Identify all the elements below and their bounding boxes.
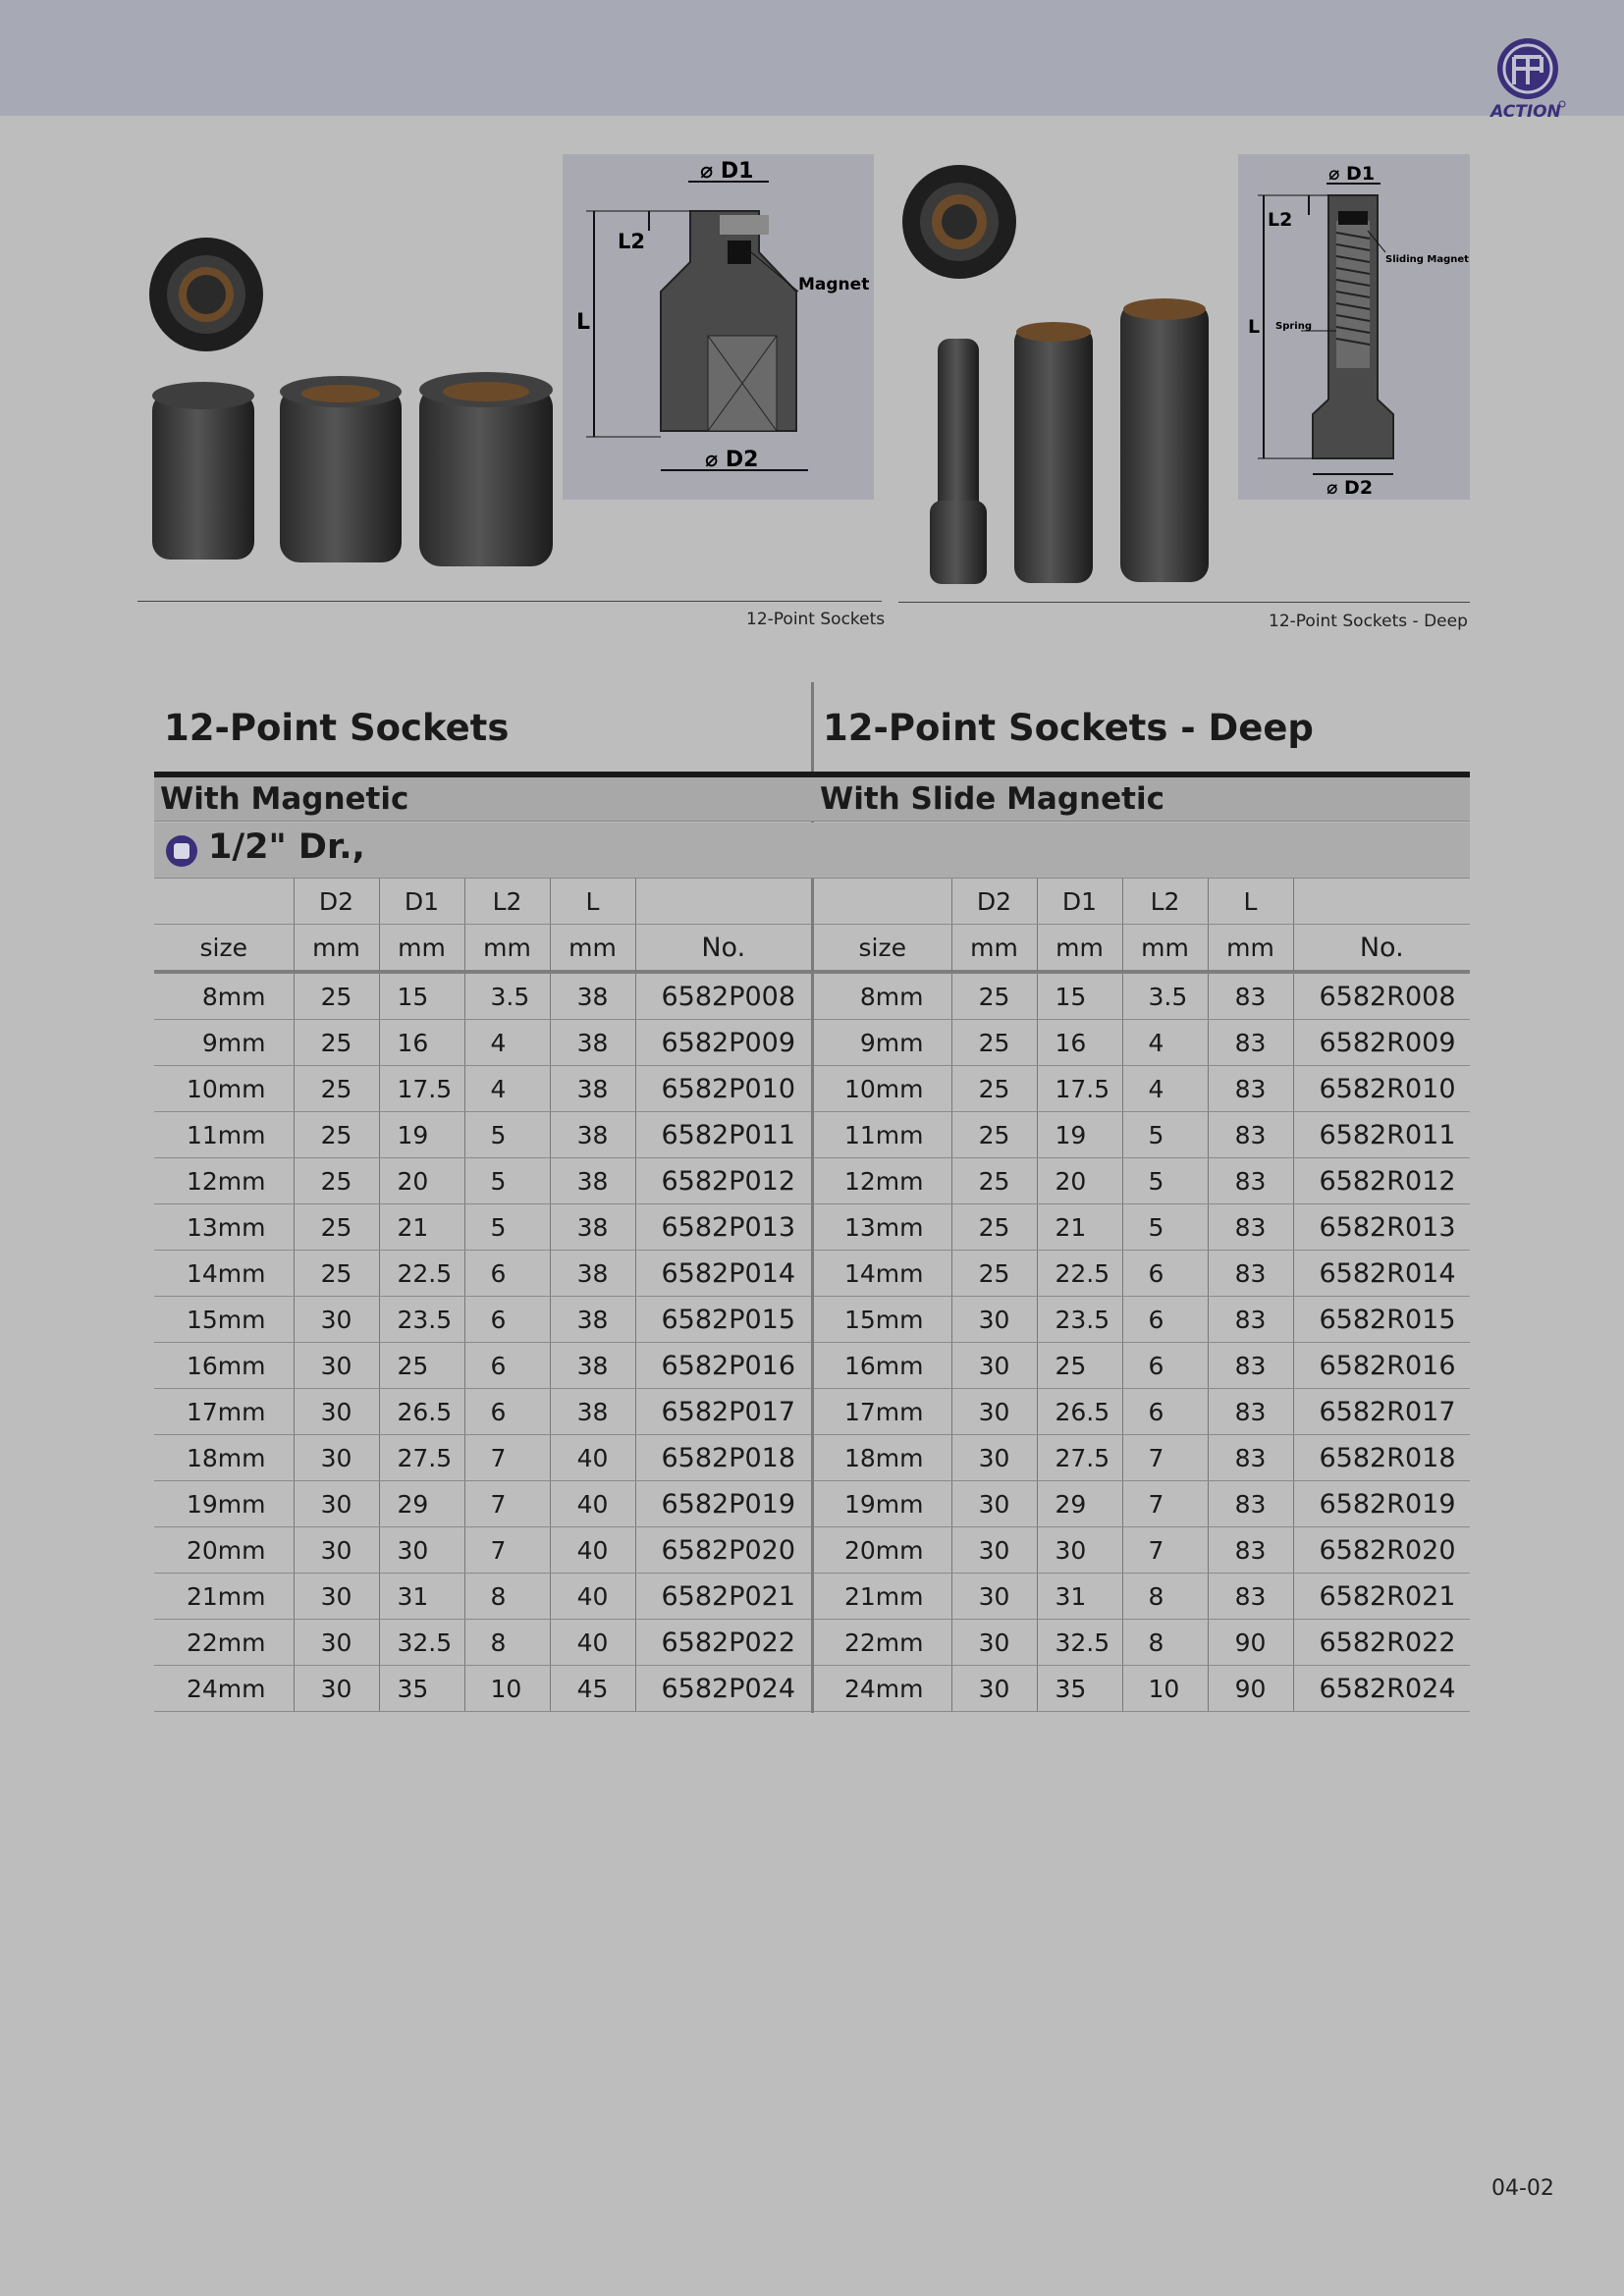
part-number-cell: 6582P012 <box>635 1158 811 1204</box>
size-cell: 17mm <box>154 1389 294 1435</box>
l-cell: 83 <box>1208 972 1293 1020</box>
l-cell: 83 <box>1208 1251 1293 1297</box>
right-product-photo <box>898 157 1213 589</box>
part-number-cell: 6582P022 <box>635 1620 811 1666</box>
size-cell: 9mm <box>814 1020 951 1066</box>
d2-cell: 25 <box>294 972 379 1020</box>
l-cell: 38 <box>550 1020 635 1066</box>
d1-cell: 23.5 <box>379 1297 464 1343</box>
header-cell: No. <box>1293 925 1470 973</box>
l-cell: 90 <box>1208 1666 1293 1712</box>
header-cell: L2 <box>1122 879 1208 925</box>
size-cell: 11mm <box>154 1112 294 1158</box>
header-band <box>0 0 1624 116</box>
l-cell: 83 <box>1208 1574 1293 1620</box>
l-cell: 38 <box>550 1066 635 1112</box>
square-drive-icon <box>165 834 198 868</box>
l-cell: 38 <box>550 1204 635 1251</box>
header-cell: mm <box>1037 925 1122 973</box>
l2-cell: 7 <box>464 1435 550 1481</box>
header-cell: mm <box>379 925 464 973</box>
size-cell: 8mm <box>814 972 951 1020</box>
size-cell: 8mm <box>154 972 294 1020</box>
l-cell: 83 <box>1208 1020 1293 1066</box>
table-unit-row <box>814 925 1470 973</box>
size-cell: 16mm <box>154 1343 294 1389</box>
l2-cell: 4 <box>1122 1066 1208 1112</box>
l-cell: 83 <box>1208 1481 1293 1527</box>
l2-cell: 5 <box>464 1204 550 1251</box>
l2-cell: 6 <box>1122 1297 1208 1343</box>
header-cell: D1 <box>379 879 464 925</box>
d1-cell: 35 <box>1037 1666 1122 1712</box>
right-spec-table <box>814 879 1470 1712</box>
table-row <box>154 1251 811 1297</box>
drive-size-label: 1/2" Dr., <box>208 828 365 867</box>
d2-cell: 30 <box>951 1527 1037 1574</box>
d1-cell: 23.5 <box>1037 1297 1122 1343</box>
right-section-title: 12-Point Sockets - Deep <box>823 707 1314 749</box>
l-cell: 83 <box>1208 1158 1293 1204</box>
table-row <box>814 1066 1470 1112</box>
d2-cell: 30 <box>951 1574 1037 1620</box>
d2-cell: 25 <box>951 1020 1037 1066</box>
table-row <box>814 1112 1470 1158</box>
d2-cell: 25 <box>951 972 1037 1020</box>
d2-cell: 30 <box>951 1666 1037 1712</box>
size-cell: 12mm <box>154 1158 294 1204</box>
part-number-cell: 6582P024 <box>635 1666 811 1712</box>
part-number-cell: 6582P009 <box>635 1020 811 1066</box>
l-cell: 83 <box>1208 1527 1293 1574</box>
l2-cell: 8 <box>464 1574 550 1620</box>
size-cell: 24mm <box>154 1666 294 1712</box>
right-caption-rule <box>898 602 1470 603</box>
svg-text:L2: L2 <box>618 230 645 253</box>
l2-cell: 7 <box>464 1481 550 1527</box>
l-cell: 45 <box>550 1666 635 1712</box>
table-row <box>154 1297 811 1343</box>
d1-cell: 16 <box>379 1020 464 1066</box>
d2-cell: 25 <box>294 1066 379 1112</box>
right-dimension-diagram <box>1238 154 1470 500</box>
part-number-cell: 6582P016 <box>635 1343 811 1389</box>
table-row <box>814 972 1470 1020</box>
left-spec-table <box>154 879 811 1712</box>
l-cell: 38 <box>550 972 635 1020</box>
size-cell: 19mm <box>814 1481 951 1527</box>
size-cell: 12mm <box>814 1158 951 1204</box>
table-header-row <box>814 879 1470 925</box>
svg-text:⌀ D2: ⌀ D2 <box>705 448 759 472</box>
l-cell: 40 <box>550 1481 635 1527</box>
size-cell: 16mm <box>814 1343 951 1389</box>
table-unit-row <box>154 925 811 973</box>
left-caption-rule <box>137 601 882 602</box>
left-product-photo <box>142 231 555 584</box>
table-row <box>814 1204 1470 1251</box>
size-cell: 21mm <box>814 1574 951 1620</box>
d1-cell: 32.5 <box>1037 1620 1122 1666</box>
size-cell: 14mm <box>814 1251 951 1297</box>
size-cell: 15mm <box>814 1297 951 1343</box>
l2-cell: 5 <box>1122 1112 1208 1158</box>
part-number-cell: 6582P018 <box>635 1435 811 1481</box>
d1-cell: 29 <box>1037 1481 1122 1527</box>
size-cell: 15mm <box>154 1297 294 1343</box>
d2-cell: 30 <box>294 1343 379 1389</box>
l-cell: 90 <box>1208 1620 1293 1666</box>
right-subheading: With Slide Magnetic <box>820 781 1164 817</box>
svg-text:⌀ D2: ⌀ D2 <box>1326 477 1374 499</box>
table-row <box>814 1620 1470 1666</box>
svg-text:L2: L2 <box>1268 209 1293 231</box>
header-cell: D2 <box>951 879 1037 925</box>
table-row <box>154 1389 811 1435</box>
part-number-cell: 6582P013 <box>635 1204 811 1251</box>
d1-cell: 20 <box>379 1158 464 1204</box>
header-cell: size <box>154 925 294 973</box>
part-number-cell: 6582P020 <box>635 1527 811 1574</box>
d2-cell: 25 <box>294 1158 379 1204</box>
d2-cell: 30 <box>294 1527 379 1574</box>
part-number-cell: 6582R008 <box>1293 972 1470 1020</box>
header-cell: L <box>550 879 635 925</box>
l-cell: 83 <box>1208 1297 1293 1343</box>
d1-cell: 26.5 <box>379 1389 464 1435</box>
d1-cell: 17.5 <box>379 1066 464 1112</box>
l2-cell: 4 <box>1122 1020 1208 1066</box>
l2-cell: 4 <box>464 1020 550 1066</box>
left-section-title: 12-Point Sockets <box>164 707 510 749</box>
l2-cell: 8 <box>464 1620 550 1666</box>
d1-cell: 15 <box>379 972 464 1020</box>
header-cell: mm <box>294 925 379 973</box>
svg-text:L: L <box>576 310 591 335</box>
l-cell: 38 <box>550 1251 635 1297</box>
part-number-cell: 6582R019 <box>1293 1481 1470 1527</box>
d1-cell: 25 <box>1037 1343 1122 1389</box>
svg-text:Spring: Spring <box>1275 321 1312 332</box>
d1-cell: 21 <box>379 1204 464 1251</box>
table-row <box>154 1666 811 1712</box>
size-cell: 19mm <box>154 1481 294 1527</box>
d1-cell: 21 <box>1037 1204 1122 1251</box>
d2-cell: 25 <box>951 1251 1037 1297</box>
d1-cell: 15 <box>1037 972 1122 1020</box>
header-cell: L2 <box>464 879 550 925</box>
size-cell: 13mm <box>814 1204 951 1251</box>
part-number-cell: 6582R018 <box>1293 1435 1470 1481</box>
part-number-cell: 6582R012 <box>1293 1158 1470 1204</box>
l2-cell: 6 <box>464 1343 550 1389</box>
d1-cell: 19 <box>1037 1112 1122 1158</box>
header-cell: L <box>1208 879 1293 925</box>
l-cell: 83 <box>1208 1066 1293 1112</box>
d2-cell: 25 <box>294 1112 379 1158</box>
table-row <box>814 1574 1470 1620</box>
table-row <box>154 972 811 1020</box>
l2-cell: 3.5 <box>464 972 550 1020</box>
size-cell: 17mm <box>814 1389 951 1435</box>
size-cell: 21mm <box>154 1574 294 1620</box>
left-dimension-diagram <box>563 154 874 500</box>
size-cell: 20mm <box>154 1527 294 1574</box>
header-cell: mm <box>464 925 550 973</box>
l2-cell: 7 <box>1122 1435 1208 1481</box>
l-cell: 83 <box>1208 1112 1293 1158</box>
d1-cell: 25 <box>379 1343 464 1389</box>
d1-cell: 31 <box>379 1574 464 1620</box>
header-cell: No. <box>635 925 811 973</box>
d2-cell: 25 <box>951 1112 1037 1158</box>
d2-cell: 30 <box>294 1435 379 1481</box>
d1-cell: 30 <box>1037 1527 1122 1574</box>
d1-cell: 29 <box>379 1481 464 1527</box>
d1-cell: 26.5 <box>1037 1389 1122 1435</box>
l2-cell: 5 <box>464 1112 550 1158</box>
svg-text:⌀ D1: ⌀ D1 <box>1328 163 1376 185</box>
l-cell: 40 <box>550 1620 635 1666</box>
size-cell: 9mm <box>154 1020 294 1066</box>
l-cell: 83 <box>1208 1204 1293 1251</box>
size-cell: 20mm <box>814 1527 951 1574</box>
size-cell: 24mm <box>814 1666 951 1712</box>
size-cell: 22mm <box>154 1620 294 1666</box>
part-number-cell: 6582R011 <box>1293 1112 1470 1158</box>
left-subheading: With Magnetic <box>160 781 409 817</box>
d1-cell: 32.5 <box>379 1620 464 1666</box>
table-row <box>154 1343 811 1389</box>
d1-cell: 16 <box>1037 1020 1122 1066</box>
l2-cell: 6 <box>1122 1389 1208 1435</box>
size-cell: 11mm <box>814 1112 951 1158</box>
d1-cell: 27.5 <box>379 1435 464 1481</box>
part-number-cell: 6582P019 <box>635 1481 811 1527</box>
part-number-cell: 6582P014 <box>635 1251 811 1297</box>
l2-cell: 5 <box>464 1158 550 1204</box>
table-row <box>814 1343 1470 1389</box>
d2-cell: 25 <box>294 1020 379 1066</box>
table-row <box>814 1666 1470 1712</box>
table-header-row <box>154 879 811 925</box>
part-number-cell: 6582P010 <box>635 1066 811 1112</box>
d1-cell: 27.5 <box>1037 1435 1122 1481</box>
header-cell <box>154 879 294 925</box>
part-number-cell: 6582R009 <box>1293 1020 1470 1066</box>
l-cell: 83 <box>1208 1389 1293 1435</box>
l2-cell: 6 <box>1122 1343 1208 1389</box>
part-number-cell: 6582R022 <box>1293 1620 1470 1666</box>
part-number-cell: 6582R010 <box>1293 1066 1470 1112</box>
svg-text:ACTION: ACTION <box>1490 102 1561 122</box>
d2-cell: 30 <box>951 1343 1037 1389</box>
l2-cell: 7 <box>1122 1481 1208 1527</box>
d2-cell: 30 <box>951 1389 1037 1435</box>
d2-cell: 30 <box>294 1481 379 1527</box>
l2-cell: 5 <box>1122 1158 1208 1204</box>
table-row <box>814 1020 1470 1066</box>
d2-cell: 30 <box>951 1620 1037 1666</box>
svg-text:L: L <box>1248 316 1261 338</box>
l-cell: 40 <box>550 1435 635 1481</box>
l2-cell: 6 <box>464 1251 550 1297</box>
d2-cell: 25 <box>294 1204 379 1251</box>
table-row <box>154 1574 811 1620</box>
l-cell: 40 <box>550 1574 635 1620</box>
part-number-cell: 6582P021 <box>635 1574 811 1620</box>
table-row <box>814 1435 1470 1481</box>
size-cell: 18mm <box>814 1435 951 1481</box>
d2-cell: 30 <box>294 1389 379 1435</box>
d1-cell: 20 <box>1037 1158 1122 1204</box>
part-number-cell: 6582R016 <box>1293 1343 1470 1389</box>
size-cell: 10mm <box>154 1066 294 1112</box>
table-row <box>814 1389 1470 1435</box>
part-number-cell: 6582P008 <box>635 972 811 1020</box>
d1-cell: 22.5 <box>379 1251 464 1297</box>
d2-cell: 30 <box>951 1297 1037 1343</box>
size-cell: 14mm <box>154 1251 294 1297</box>
d1-cell: 22.5 <box>1037 1251 1122 1297</box>
table-row <box>154 1481 811 1527</box>
header-cell: mm <box>1208 925 1293 973</box>
l-cell: 38 <box>550 1158 635 1204</box>
page-number: 04-02 <box>1491 2176 1554 2201</box>
l2-cell: 10 <box>464 1666 550 1712</box>
part-number-cell: 6582R015 <box>1293 1297 1470 1343</box>
l2-cell: 7 <box>464 1527 550 1574</box>
d2-cell: 30 <box>294 1297 379 1343</box>
part-number-cell: 6582R020 <box>1293 1527 1470 1574</box>
l-cell: 38 <box>550 1297 635 1343</box>
l2-cell: 6 <box>464 1297 550 1343</box>
header-cell: mm <box>951 925 1037 973</box>
table-row <box>814 1251 1470 1297</box>
d2-cell: 30 <box>951 1435 1037 1481</box>
svg-text:Sliding Magnet: Sliding Magnet <box>1385 254 1469 265</box>
l2-cell: 5 <box>1122 1204 1208 1251</box>
d1-cell: 31 <box>1037 1574 1122 1620</box>
table-row <box>154 1204 811 1251</box>
d2-cell: 30 <box>294 1574 379 1620</box>
d2-cell: 30 <box>951 1481 1037 1527</box>
part-number-cell: 6582R021 <box>1293 1574 1470 1620</box>
l-cell: 83 <box>1208 1435 1293 1481</box>
part-number-cell: 6582R014 <box>1293 1251 1470 1297</box>
l-cell: 40 <box>550 1527 635 1574</box>
l-cell: 83 <box>1208 1343 1293 1389</box>
table-row <box>154 1527 811 1574</box>
l-cell: 38 <box>550 1343 635 1389</box>
table-row <box>154 1112 811 1158</box>
svg-text:⌀ D1: ⌀ D1 <box>700 159 754 184</box>
l2-cell: 10 <box>1122 1666 1208 1712</box>
header-cell <box>1293 879 1470 925</box>
part-number-cell: 6582R024 <box>1293 1666 1470 1712</box>
table-row <box>814 1297 1470 1343</box>
header-cell: mm <box>550 925 635 973</box>
header-cell: size <box>814 925 951 973</box>
table-row <box>154 1158 811 1204</box>
table-row <box>814 1481 1470 1527</box>
l2-cell: 3.5 <box>1122 972 1208 1020</box>
d2-cell: 25 <box>951 1158 1037 1204</box>
d2-cell: 30 <box>294 1666 379 1712</box>
header-cell: mm <box>1122 925 1208 973</box>
l2-cell: 6 <box>1122 1251 1208 1297</box>
right-figure-caption: 12-Point Sockets - Deep <box>1269 612 1468 631</box>
l2-cell: 8 <box>1122 1574 1208 1620</box>
part-number-cell: 6582P011 <box>635 1112 811 1158</box>
size-cell: 22mm <box>814 1620 951 1666</box>
header-cell <box>635 879 811 925</box>
part-number-cell: 6582R017 <box>1293 1389 1470 1435</box>
l-cell: 38 <box>550 1389 635 1435</box>
d2-cell: 30 <box>294 1620 379 1666</box>
l2-cell: 6 <box>464 1389 550 1435</box>
d1-cell: 19 <box>379 1112 464 1158</box>
table-row <box>154 1066 811 1112</box>
d1-cell: 30 <box>379 1527 464 1574</box>
d2-cell: 25 <box>294 1251 379 1297</box>
header-cell <box>814 879 951 925</box>
d1-cell: 35 <box>379 1666 464 1712</box>
svg-text:Magnet: Magnet <box>798 275 870 294</box>
header-cell: D2 <box>294 879 379 925</box>
table-row <box>154 1020 811 1066</box>
header-cell: D1 <box>1037 879 1122 925</box>
l2-cell: 8 <box>1122 1620 1208 1666</box>
action-logo <box>1489 33 1567 122</box>
table-row <box>154 1620 811 1666</box>
d2-cell: 25 <box>951 1066 1037 1112</box>
table-row <box>814 1158 1470 1204</box>
left-figure-caption: 12-Point Sockets <box>746 610 886 629</box>
size-cell: 10mm <box>814 1066 951 1112</box>
table-row <box>814 1527 1470 1574</box>
l2-cell: 7 <box>1122 1527 1208 1574</box>
l-cell: 38 <box>550 1112 635 1158</box>
part-number-cell: 6582P017 <box>635 1389 811 1435</box>
size-cell: 13mm <box>154 1204 294 1251</box>
l2-cell: 4 <box>464 1066 550 1112</box>
d1-cell: 17.5 <box>1037 1066 1122 1112</box>
table-row <box>154 1435 811 1481</box>
part-number-cell: 6582R013 <box>1293 1204 1470 1251</box>
part-number-cell: 6582P015 <box>635 1297 811 1343</box>
d2-cell: 25 <box>951 1204 1037 1251</box>
size-cell: 18mm <box>154 1435 294 1481</box>
